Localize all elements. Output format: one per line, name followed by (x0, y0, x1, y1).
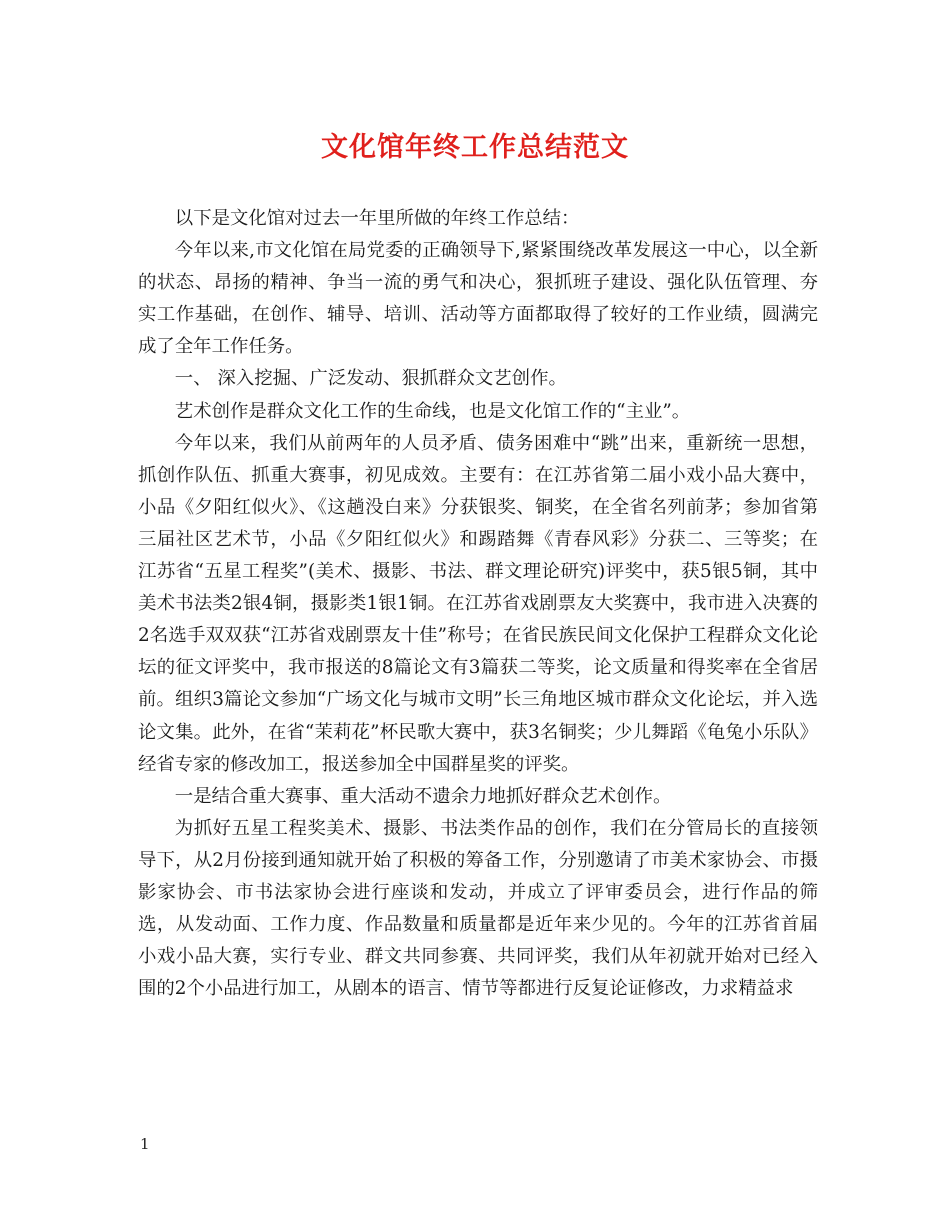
section-heading-1: 一、 深入挖掘、广泛发动、狠抓群众文艺创作。 (174, 368, 567, 390)
page-number: 1 (140, 1135, 150, 1153)
paragraph-achievements: 今年以来，我们从前两年的人员矛盾、债务困难中“跳”出来，重新统一思想，抓创作队伍、抓重大赛事，初见成效。主要有：在江苏省第二届小戏小品大赛中，小品《夕阳红似火》、《这趟没白来》分获银奖、铜奖，在全省名列前茅；参加省第三届社区艺术节，小品《夕阳红似火》和踢踏舞《青春风彩》分获二、三等奖；在江苏省“五星工程奖”(美术、摄影、书法、群文理论研究)评奖中，获5银5铜，其中美术书法类2银4铜，摄影类1银1铜。在江苏省戏剧票友大奖赛中，我市进入决赛的2名选手双双获“江苏省戏剧票友十佳”称号；在省民族民间文化保护工程群众文化论坛的征文评奖中，我市报送的8篇论文有3篇获二等奖，论文质量和得奖率在全省居前。组织3篇论文参加“广场文化与城市文明”长三角地区城市群众文化论坛，并入选论文集。此外，在省“茉莉花”杯民歌大赛中，获3名铜奖；少儿舞蹈《龟兔小乐队》经省专家的修改加工，报送参加全中国群星奖的评奖。 (138, 432, 818, 775)
paragraph-intro: 以下是文化馆对过去一年里所做的年终工作总结： (174, 208, 580, 229)
paragraph-overview: 今年以来,市文化馆在局党委的正确领导下,紧紧围绕改革发展这一中心，以全新的状态、昂扬的精神、争当一流的勇气和决心，狠抓班子建设、强化队伍管理、夯实工作基础，在创作、辅导、培训、活动等方面都取得了较好的工作业绩，圆满完成了全年工作任务。 (138, 240, 818, 358)
paragraph-five-star-project: 为抓好五星工程奖美术、摄影、书法类作品的创作，我们在分管局长的直接领导下，从2月份接到通知就开始了积极的筹备工作，分别邀请了市美术家协会、市摄影家协会、市书法家协会进行座谈和发动，并成立了评审委员会，进行作品的筛选，从发动面、工作力度、作品数量和质量都是近年来少见的。今年的江苏省首届小戏小品大赛，实行专业、群文共同参赛、共同评奖，我们从年初就开始对已经入围的2个小品进行加工，从剧本的语言、情节等都进行反复论证修改，力求精益求 (138, 817, 818, 1000)
document-title: 文化馆年终工作总结范文 (321, 132, 629, 163)
paragraph-art-creation: 艺术创作是群众文化工作的生命线，也是文化馆工作的“主业”。 (174, 400, 691, 422)
document-body (138, 203, 818, 1005)
paragraph-point-one: 一是结合重大赛事、重大活动不遗余力地抓好群众艺术创作。 (174, 785, 672, 807)
